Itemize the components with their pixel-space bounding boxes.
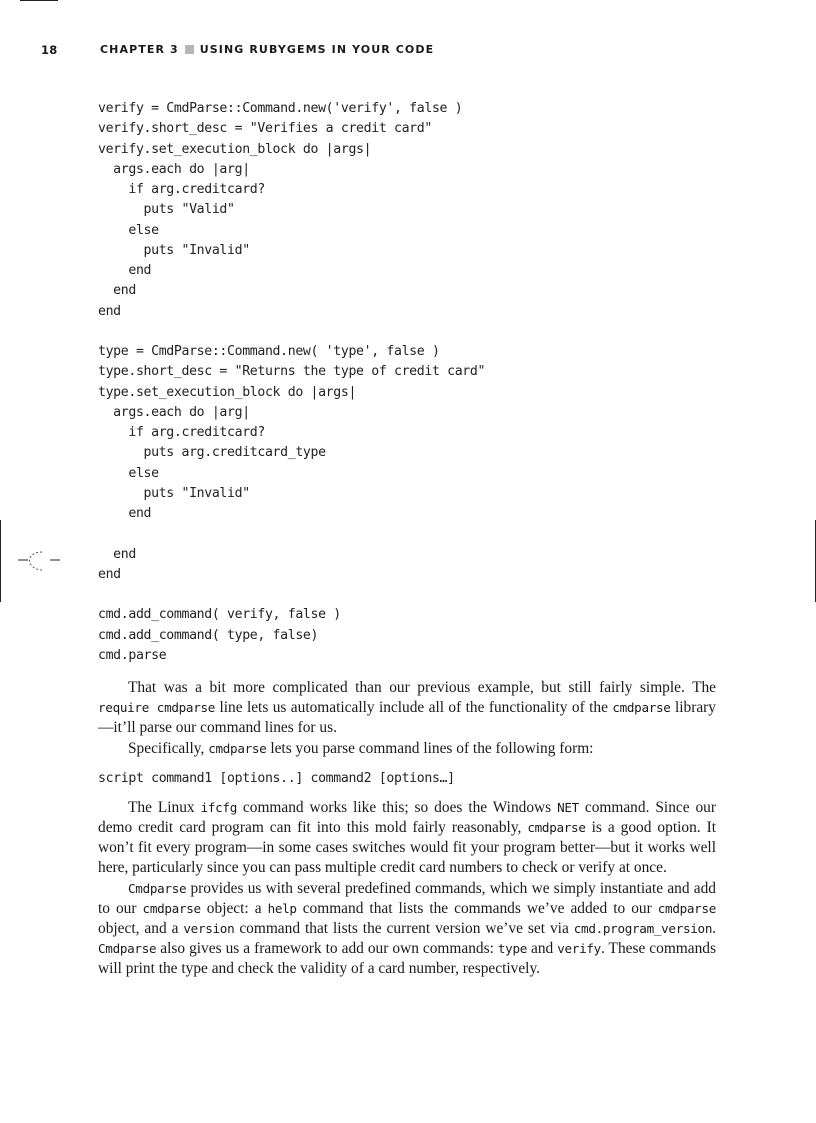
text: object: a	[200, 899, 268, 917]
paragraph-2	[98, 739, 716, 759]
body-text	[98, 678, 716, 980]
inline-code: verify	[557, 941, 601, 957]
inline-code: Cmdparse	[128, 880, 187, 896]
text: The Linux	[128, 798, 201, 816]
text: lets you parse command lines of the following form:	[266, 739, 594, 757]
text: Specifically,	[128, 739, 209, 757]
inline-code: cmdparse	[657, 900, 717, 916]
text: provides us with several predefined commands, which we simply instantiate and add to our	[98, 879, 716, 917]
page-number: 18	[41, 43, 58, 57]
text: command that lists the commands we’ve added to our	[296, 899, 658, 917]
inline-code: cmd.program_version	[573, 921, 713, 937]
text: command works like this; so does the Windows	[236, 798, 558, 816]
inline-code: type	[497, 941, 528, 957]
crop-mark-icon	[18, 548, 62, 576]
text: object, and a	[98, 920, 184, 938]
text: .	[712, 920, 716, 938]
text: line lets us automatically include all of the functionality of the	[215, 699, 613, 717]
inline-code: Cmdparse	[98, 941, 157, 957]
paragraph-3	[98, 798, 716, 879]
chapter-label: CHAPTER 3	[100, 43, 179, 56]
inline-code: NET	[557, 799, 579, 815]
inline-code: cmdparse	[208, 740, 267, 756]
top-rule	[20, 0, 58, 1]
inline-code: require cmdparse	[98, 700, 216, 716]
separator-square-icon	[185, 45, 194, 54]
inline-code: cmdparse	[527, 820, 586, 836]
inline-code: cmdparse	[612, 700, 671, 716]
text: is a good option. It won’t fit every program—in some cases switches would fit your program better—but it works well here, particularly since you can pass multiple credit card numbers to check or verify at once.	[98, 819, 716, 877]
text: also gives us a framework to add our own commands:	[156, 940, 498, 958]
running-header	[0, 43, 816, 59]
chapter-title: USING RUBYGEMS IN YOUR CODE	[199, 43, 435, 56]
inline-code: cmdparse	[142, 900, 201, 916]
chapter-heading	[100, 43, 434, 56]
text: and	[527, 940, 558, 958]
text: command that lists the current version we’ve set via	[234, 920, 574, 938]
paragraph-1	[98, 678, 716, 739]
inline-code: ifcfg	[200, 799, 237, 815]
text: command. Since our demo credit card program can fit into this mold fairly reasonably,	[98, 798, 717, 837]
inline-code: help	[267, 900, 297, 916]
command-form-example: script command1 [options..] command2 [options…]	[98, 770, 455, 786]
paragraph-4	[98, 879, 716, 980]
text: . These commands will print the type and check the validity of a card number, respectively.	[98, 940, 716, 978]
code-listing: verify = CmdParse::Command.new('verify', false ) verify.short_desc = "Verifies a credit card" verify.set_execution_block do |args| args.each do |arg| if arg.creditcard? puts "Valid" else puts "Invalid" end end end type = CmdParse::Command.new( 'type', false ) type.short_desc = "Returns the type of credit card" type.set_execution_block do |args| args.each do |arg| if arg.creditcard? puts arg.creditcard_type else puts "Invalid" end end end cmd.add_command( verify, false ) cmd.add_command( type, false) cmd.parse	[98, 101, 486, 663]
text: That was a bit more complicated than our previous example, but still fairly simple. The	[128, 679, 716, 696]
text: library—it’ll parse our command lines for us.	[98, 699, 716, 737]
inline-code: version	[183, 921, 235, 937]
crop-line-left	[0, 520, 1, 602]
